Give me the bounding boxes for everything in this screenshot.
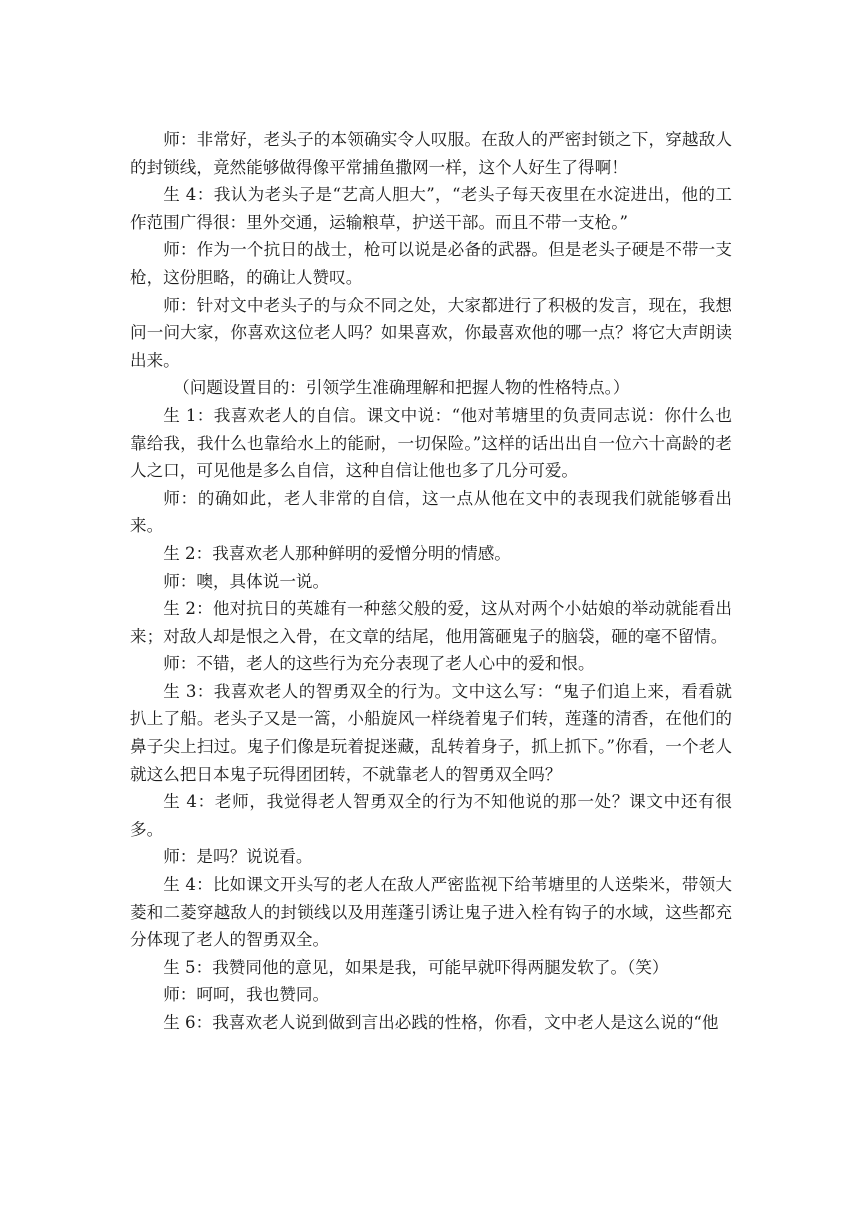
paragraph-student6-promise: 生 6：我喜欢老人说到做到言出必践的性格，你看，文中老人是这么说的“他 bbox=[163, 1013, 719, 1032]
paragraph-teacher-agree: 师：呵呵，我也赞同。 bbox=[163, 985, 330, 1005]
document-body bbox=[130, 126, 732, 1037]
paragraph-student3-wisdom: 生 3：我喜欢老人的智勇双全的行为。文中这么写：“鬼子们追上来，看看就扒上了船。老头子又是一篙，小船旋风一样绕着鬼子们转，莲蓬的清香，在他们的鼻子尖上扫过。鬼子们像是玩着捉迷藏，乱转着身子，抓上抓下。”你看，一个老人就这么把日本鬼子玩得团团转，不就靠老人的智勇双全吗？ bbox=[130, 681, 732, 784]
paragraph-student2-love-hate: 生 2：我喜欢老人那种鲜明的爱憎分明的情感。 bbox=[163, 543, 511, 563]
paragraph-student2-detail: 生 2：他对抗日的英雄有一种慈父般的爱，这从对两个小姑娘的举动就能看出来；对敌人却是恨之入骨，在文章的结尾，他用篙砸鬼子的脑袋，砸的毫不留情。 bbox=[130, 599, 732, 646]
paragraph-student4-more: 生 4：老师，我觉得老人智勇双全的行为不知他说的那一处？课文中还有很多。 bbox=[130, 792, 732, 839]
paragraph-student1-confidence: 生 1：我喜欢老人的自信。课文中说：“他对苇塘里的负责同志说：你什么也靠给我，我什么也靠给水上的能耐，一切保险。”这样的话出出自一位六十高龄的老人之口，可见他是多么自信，这种自信让他也多了几分可爱。 bbox=[130, 405, 732, 481]
paragraph-teacher-summary: 师：不错，老人的这些行为充分表现了老人心中的爱和恨。 bbox=[163, 654, 595, 674]
paragraph-student4-examples: 生 4：比如课文开头写的老人在敌人严密监视下给苇塘里的人送柴米，带领大菱和二菱穿越敌人的封锁线以及用莲蓬引诱让鬼子进入栓有钩子的水域，这些都充分体现了老人的智勇双全。 bbox=[130, 875, 732, 950]
paragraph-purpose-note: （问题设置目的：引领学生准确理解和把握人物的性格特点。） bbox=[173, 378, 630, 398]
paragraph-teacher-say: 师：是吗？说说看。 bbox=[163, 847, 313, 867]
paragraph-teacher-confirm: 师：的确如此，老人非常的自信，这一点从他在文中的表现我们就能够看出来。 bbox=[130, 488, 732, 536]
paragraph-teacher-ask-detail: 师：噢，具体说一说。 bbox=[163, 571, 330, 591]
paragraph-student5-agree: 生 5：我赞同他的意见，如果是我，可能早就吓得两腿发软了。（笑） bbox=[163, 957, 669, 977]
paragraph-teacher-question: 师：针对文中老头子的与众不同之处，大家都进行了积极的发言，现在，我想问一问大家，你喜欢这位老人吗？如果喜欢，你最喜欢他的哪一点？将它大声朗读出来。 bbox=[130, 295, 732, 370]
paragraph-student4-bold: 生 4：我认为老头子是“艺高人胆大”，“老头子每天夜里在水淀进出，他的工作范围广得很：里外交通，运输粮草，护送干部。而且不带一支枪。” bbox=[130, 185, 732, 232]
paragraph-teacher-no-gun: 师：作为一个抗日的战士，枪可以说是必备的武器。但是老头子硬是不带一支枪，这份胆略，的确让人赞叹。 bbox=[130, 240, 732, 287]
paragraph-teacher-praise: 师：非常好，老头子的本领确实令人叹服。在敌人的严密封锁之下，穿越敌人的封锁线，竟然能够做得像平常捕鱼撒网一样，这个人好生了得啊！ bbox=[130, 130, 732, 177]
